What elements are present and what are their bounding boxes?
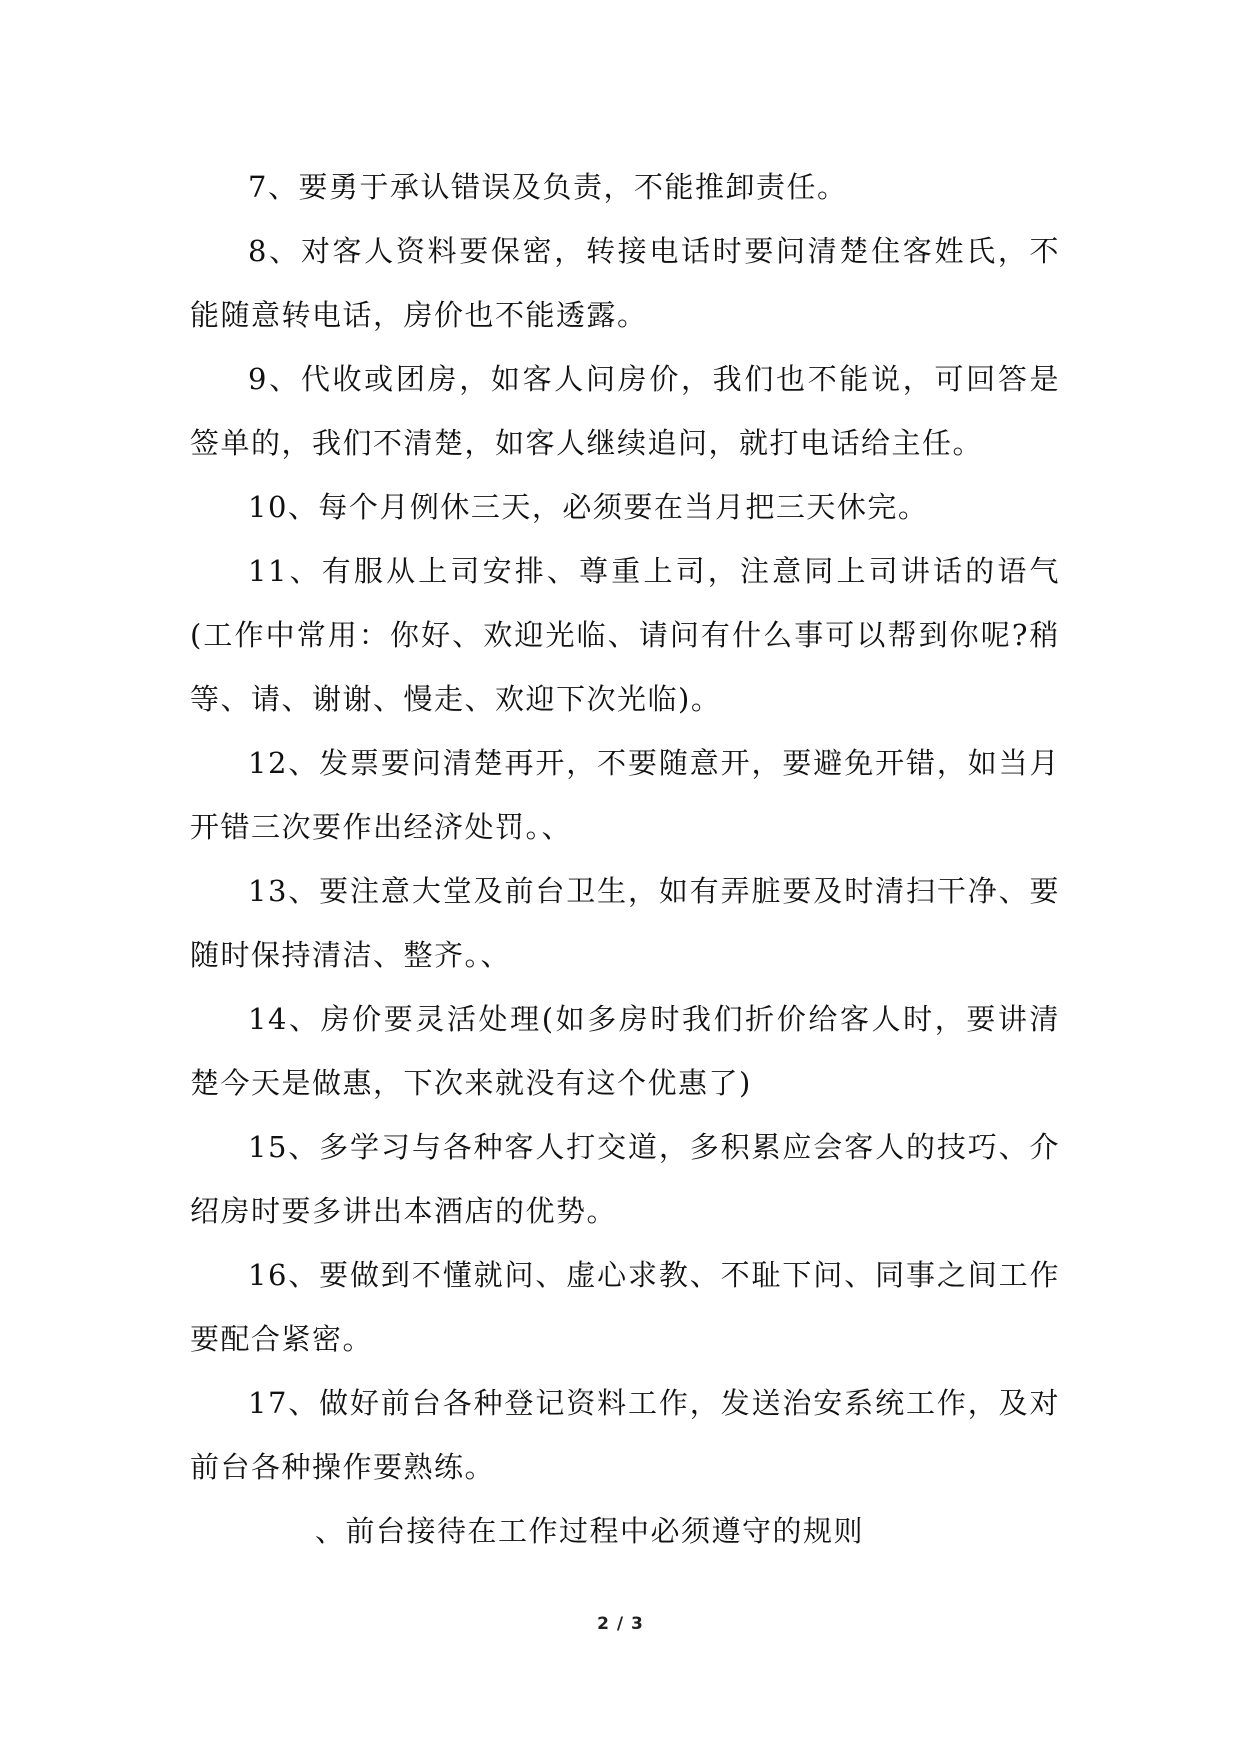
section-heading: 、前台接待在工作过程中必须遵守的规则 [315,1514,865,1548]
paragraph-11: 11、有服从上司安排、尊重上司，注意同上司讲话的语气(工作中常用：你好、欢迎光临、请问有什么事可以帮到你呢?稍等、请、谢谢、慢走、欢迎下次光临)。 [190,554,1060,716]
paragraph-17: 17、做好前台各种登记资料工作，发送治安系统工作，及对前台各种操作要熟练。 [190,1386,1060,1484]
paragraph-16: 16、要做到不懂就问、虚心求教、不耻下问、同事之间工作要配合紧密。 [190,1258,1060,1356]
paragraph-14: 14、房价要灵活处理(如多房时我们折价给客人时，要讲清楚今天是做惠，下次来就没有这个优惠了) [190,1002,1060,1100]
paragraph-12: 12、发票要问清楚再开，不要随意开，要避免开错，如当月开错三次要作出经济处罚。、 [190,746,1060,844]
paragraph-8: 8、对客人资料要保密，转接电话时要问清楚住客姓氏，不能随意转电话，房价也不能透露。 [190,234,1060,332]
page-number: 2 / 3 [597,1614,644,1634]
paragraph-13: 13、要注意大堂及前台卫生，如有弄脏要及时清扫干净、要随时保持清洁、整齐。、 [190,874,1060,972]
paragraph-15: 15、多学习与各种客人打交道，多积累应会客人的技巧、介绍房时要多讲出本酒店的优势。 [190,1130,1060,1228]
paragraph-9: 9、代收或团房，如客人问房价，我们也不能说，可回答是签单的，我们不清楚，如客人继续追问，就打电话给主任。 [190,362,1060,460]
paragraph-7: 7、要勇于承认错误及负责，不能推卸责任。 [248,170,848,204]
document-body [190,155,1060,1563]
paragraph-10: 10、每个月例休三天，必须要在当月把三天休完。 [248,490,929,524]
